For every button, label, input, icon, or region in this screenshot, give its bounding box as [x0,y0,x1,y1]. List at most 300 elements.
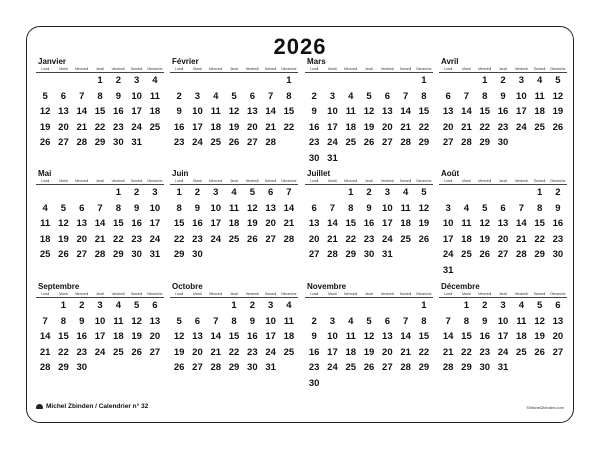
day-cell: 9 [249,315,255,327]
day-cell: 25 [400,233,411,245]
day-cell: 25 [345,137,357,148]
day-cell: 12 [173,331,185,342]
weekday-label: Mercredi [344,179,358,183]
day-cell: 16 [308,346,320,358]
day-cell: 23 [113,121,124,133]
day-cell: 1 [115,187,121,198]
weekday-label: Mercredi [478,292,492,296]
day-cell: 31 [327,152,338,164]
day-cell: 23 [552,233,564,245]
month-name: Janvier [38,57,67,66]
weekday-label: Samedi [399,292,412,296]
empty-cell [378,73,396,89]
empty-cell [360,73,378,89]
day-cell: 16 [308,121,320,133]
day-cell: 20 [247,121,258,133]
month-block [170,57,298,151]
empty-cell [36,185,54,201]
day-cell: 16 [76,331,88,342]
day-cell: 14 [327,218,338,229]
weekday-label: Samedi [130,67,143,71]
day-cell: 18 [283,331,295,342]
day-cell: 16 [113,106,124,117]
day-cell: 19 [479,233,491,245]
weekday-label: Jeudi [229,179,239,183]
weekday-label: Mardi [59,292,68,296]
day-cell: 21 [400,346,411,358]
day-cell: 26 [552,121,564,133]
day-cell: 23 [173,137,185,148]
day-cell: 25 [283,346,295,358]
day-cell: 21 [210,346,222,358]
day-cell: 27 [58,137,69,148]
day-cell: 17 [210,218,222,229]
footer-author [36,403,148,410]
weekday-label: Vendredi [111,179,125,183]
day-cell: 6 [384,90,390,102]
day-cell: 21 [39,346,51,358]
day-cell: 25 [210,137,222,148]
day-cell: 3 [445,202,451,214]
weekday-label: Dimanche [416,179,432,183]
day-cell: 5 [482,202,488,214]
day-cell: 1 [231,300,237,311]
day-cell: 11 [516,315,527,327]
day-cell: 9 [115,90,121,102]
weekday-label: Vendredi [514,67,528,71]
day-cell: 13 [247,106,258,117]
empty-cell [225,73,243,89]
day-cell: 20 [382,121,393,133]
weekday-label: Lundi [443,67,453,71]
day-cell: 11 [40,218,51,229]
day-cell: 12 [418,202,430,214]
month-name: Avril [441,57,459,66]
weekday-label: Samedi [533,67,546,71]
day-cell: 2 [366,187,372,198]
day-cell: 20 [552,331,564,342]
day-cell: 25 [113,346,124,358]
day-cell: 18 [345,346,357,358]
empty-cell [170,298,188,314]
weekday-label: Mardi [59,67,68,71]
day-cell: 24 [382,233,393,245]
day-cell: 15 [418,106,430,117]
day-cell: 10 [327,106,338,117]
day-cell: 29 [479,137,491,148]
weekday-header [439,179,567,184]
weekday-label: Lundi [309,292,319,296]
day-cell: 14 [265,106,276,117]
day-cell: 29 [113,249,124,260]
day-cell: 29 [418,137,430,148]
day-cell: 25 [345,362,357,373]
day-cell: 21 [516,233,527,245]
day-cell: 3 [267,300,274,311]
day-cell: 13 [308,218,320,229]
day-cell: 23 [479,346,491,358]
day-cell: 24 [192,137,203,148]
weekday-label: Mardi [462,292,471,296]
day-cell: 1 [421,75,427,86]
day-cell: 5 [421,187,427,198]
day-cell: 22 [479,121,491,133]
day-cell: 24 [327,137,338,148]
day-cell: 9 [176,106,182,117]
day-cell: 24 [497,346,509,358]
empty-cell [494,185,512,201]
weekday-label: Lundi [40,179,50,183]
empty-cell [512,185,530,201]
weekday-label: Samedi [264,292,277,296]
empty-cell [342,73,360,89]
day-cell: 24 [327,362,338,373]
day-cell: 20 [442,121,454,133]
day-cell: 2 [115,75,121,86]
month-block [170,282,298,376]
month-block [170,169,298,263]
day-cell: 19 [363,346,375,358]
day-cell: 30 [76,362,88,373]
empty-cell [207,73,225,89]
weekday-label: Lundi [443,179,453,183]
day-cell: 23 [308,137,320,148]
day-cell: 30 [247,362,258,373]
day-cell: 28 [400,137,411,148]
day-cell: 15 [173,218,185,229]
day-cell: 6 [267,187,274,198]
day-cell: 18 [210,121,222,133]
day-cell: 28 [516,249,527,260]
weekday-label: Vendredi [111,67,125,71]
day-cell: 20 [265,218,276,229]
day-cell: 16 [173,121,185,133]
weekday-label: Mercredi [478,179,492,183]
day-cell: 4 [348,315,354,327]
empty-cell [323,73,341,89]
day-cell: 12 [131,315,142,327]
empty-cell [188,298,206,314]
weekday-label: Samedi [399,179,412,183]
month-block [305,282,433,391]
day-cell: 23 [131,233,142,245]
day-cell: 11 [149,90,160,102]
day-cell: 22 [418,346,430,358]
day-cell: 21 [283,218,295,229]
empty-cell [207,298,225,314]
day-cell: 22 [461,346,472,358]
day-cell: 6 [152,300,158,311]
weekday-label: Jeudi [229,67,239,71]
month-block [36,57,164,151]
weekday-label: Mercredi [344,67,358,71]
day-cell: 1 [536,187,543,198]
day-cell: 24 [94,346,106,358]
day-cell: 19 [58,233,69,245]
day-cell: 31 [382,249,393,260]
day-cell: 16 [131,218,142,229]
day-grid [305,72,433,166]
day-grid [305,297,433,391]
day-cell: 5 [42,90,48,102]
day-cell: 14 [516,218,527,229]
day-cell: 3 [133,75,140,86]
day-cell: 23 [76,346,88,358]
day-cell: 17 [382,218,393,229]
day-grid [170,72,298,151]
day-cell: 24 [149,233,161,245]
day-cell: 5 [555,75,561,86]
day-cell: 23 [497,121,509,133]
day-cell: 25 [39,249,51,260]
day-cell: 8 [231,315,237,327]
day-grid [36,297,164,376]
weekday-label: Mardi [328,67,337,71]
day-cell: 25 [534,121,545,133]
day-cell: 5 [231,90,237,102]
day-cell: 1 [286,75,292,86]
day-cell: 31 [442,264,454,276]
weekday-label: Jeudi [498,292,508,296]
weekday-header [305,179,433,184]
weekday-label: Jeudi [498,179,508,183]
day-cell: 19 [363,121,375,133]
weekday-label: Lundi [309,179,319,183]
day-cell: 27 [382,137,393,148]
day-cell: 12 [534,315,545,327]
day-cell: 17 [327,346,338,358]
weekday-label: Mercredi [75,179,89,183]
weekday-label: Mardi [59,179,68,183]
day-cell: 21 [442,346,454,358]
weekday-label: Mardi [328,292,337,296]
day-cell: 30 [552,249,564,260]
empty-cell [73,185,91,201]
day-cell: 22 [345,233,357,245]
day-cell: 14 [461,106,472,117]
day-cell: 30 [308,377,320,389]
day-cell: 18 [149,106,161,117]
day-cell: 19 [173,346,185,358]
day-cell: 27 [265,233,276,245]
day-cell: 25 [228,233,240,245]
day-cell: 5 [366,315,372,327]
day-cell: 28 [94,249,106,260]
weekday-label: Samedi [130,292,143,296]
month-block [305,169,433,263]
day-cell: 31 [131,137,142,148]
day-cell: 1 [463,300,470,311]
day-cell: 4 [231,187,237,198]
empty-cell [91,185,109,201]
day-cell: 1 [97,75,103,86]
day-cell: 12 [552,90,564,102]
weekday-label: Vendredi [514,292,528,296]
day-cell: 22 [534,233,545,245]
weekday-header [170,179,298,184]
day-cell: 16 [247,331,258,342]
day-cell: 17 [94,331,106,342]
day-cell: 29 [461,362,472,373]
day-cell: 13 [552,315,564,327]
day-grid [36,72,164,151]
empty-cell [54,73,72,89]
weekday-header [36,179,164,184]
day-cell: 2 [249,300,255,311]
day-cell: 15 [461,331,472,342]
empty-cell [54,185,72,201]
day-cell: 10 [192,106,203,117]
day-cell: 29 [173,249,185,260]
day-cell: 20 [192,346,203,358]
day-cell: 28 [400,362,411,373]
day-cell: 16 [192,218,203,229]
day-cell: 8 [348,202,354,214]
day-cell: 13 [442,106,454,117]
day-cell: 14 [76,106,88,117]
day-cell: 3 [97,300,103,311]
day-cell: 16 [363,218,375,229]
day-cell: 9 [311,331,317,342]
day-cell: 15 [228,331,240,342]
author-label: Michel Zbinden / Calendrier n° 32 [46,403,149,410]
day-cell: 3 [329,90,336,102]
weekday-label: Dimanche [550,67,566,71]
empty-cell [457,185,475,201]
empty-cell [36,298,54,314]
day-cell: 14 [283,202,295,214]
day-cell: 21 [400,121,411,133]
day-cell: 7 [79,90,85,102]
empty-cell [396,298,414,314]
day-cell: 14 [210,331,222,342]
day-cell: 8 [482,90,488,102]
day-cell: 11 [210,106,221,117]
weekday-label: Mardi [193,179,202,183]
day-cell: 17 [327,121,338,133]
month-name: Septembre [38,282,80,291]
day-cell: 1 [421,300,427,311]
day-cell: 9 [366,202,372,214]
day-cell: 30 [479,362,491,373]
month-block [305,57,433,166]
day-cell: 26 [363,362,375,373]
day-cell: 7 [402,90,409,102]
month-block [36,169,164,263]
day-cell: 5 [366,90,372,102]
day-cell: 11 [283,315,294,327]
day-cell: 24 [516,121,527,133]
day-cell: 31 [265,362,276,373]
empty-cell [305,73,323,89]
day-cell: 4 [536,75,543,86]
weekday-header [170,292,298,297]
day-cell: 8 [97,90,103,102]
month-name: Août [441,169,460,178]
empty-cell [378,298,396,314]
day-cell: 25 [461,249,472,260]
day-cell: 22 [228,346,240,358]
weekday-label: Jeudi [364,179,374,183]
weekday-label: Mercredi [344,292,358,296]
day-cell: 7 [445,315,451,327]
day-cell: 27 [76,249,88,260]
day-cell: 20 [497,233,509,245]
day-grid [439,297,567,376]
day-cell: 9 [79,315,85,327]
day-cell: 2 [194,187,201,198]
day-cell: 20 [58,121,69,133]
day-cell: 7 [213,315,219,327]
day-cell: 18 [228,218,240,229]
day-cell: 19 [247,218,258,229]
day-cell: 7 [329,202,336,214]
day-cell: 4 [463,202,470,214]
day-cell: 22 [173,233,185,245]
day-cell: 23 [247,346,258,358]
weekday-label: Vendredi [245,292,259,296]
day-cell: 8 [115,202,121,214]
day-cell: 7 [518,202,524,214]
weekday-label: Mardi [328,179,337,183]
day-cell: 13 [382,331,393,342]
day-cell: 20 [382,346,393,358]
day-cell: 15 [479,106,491,117]
empty-cell [73,73,91,89]
day-cell: 1 [176,187,182,198]
day-cell: 12 [363,331,375,342]
day-cell: 2 [176,90,182,102]
day-cell: 26 [534,346,545,358]
day-cell: 5 [249,187,255,198]
day-cell: 29 [418,362,430,373]
day-cell: 28 [76,137,88,148]
day-cell: 20 [308,233,320,245]
day-cell: 14 [442,331,454,342]
day-cell: 26 [228,137,240,148]
day-cell: 2 [555,187,561,198]
empty-cell [305,185,323,201]
day-cell: 29 [58,362,69,373]
day-cell: 22 [94,121,106,133]
weekday-label: Jeudi [364,67,374,71]
day-cell: 26 [363,137,375,148]
weekday-label: Vendredi [514,179,528,183]
day-cell: 26 [247,233,258,245]
day-cell: 12 [363,106,375,117]
day-cell: 26 [173,362,185,373]
weekday-label: Mercredi [209,67,223,71]
day-cell: 24 [131,121,142,133]
day-cell: 18 [534,106,545,117]
day-cell: 27 [497,249,509,260]
day-cell: 8 [60,315,67,327]
day-cell: 7 [286,187,292,198]
month-block [439,282,567,376]
day-cell: 11 [461,218,472,229]
month-name: Mars [307,57,326,66]
day-cell: 29 [345,249,357,260]
weekday-label: Dimanche [550,292,566,296]
day-cell: 17 [497,331,509,342]
day-cell: 15 [534,218,545,229]
weekday-label: Lundi [40,292,50,296]
day-cell: 4 [115,300,121,311]
day-cell: 3 [194,90,201,102]
weekday-label: Lundi [40,67,50,71]
day-cell: 10 [497,315,509,327]
day-cell: 4 [286,300,292,311]
